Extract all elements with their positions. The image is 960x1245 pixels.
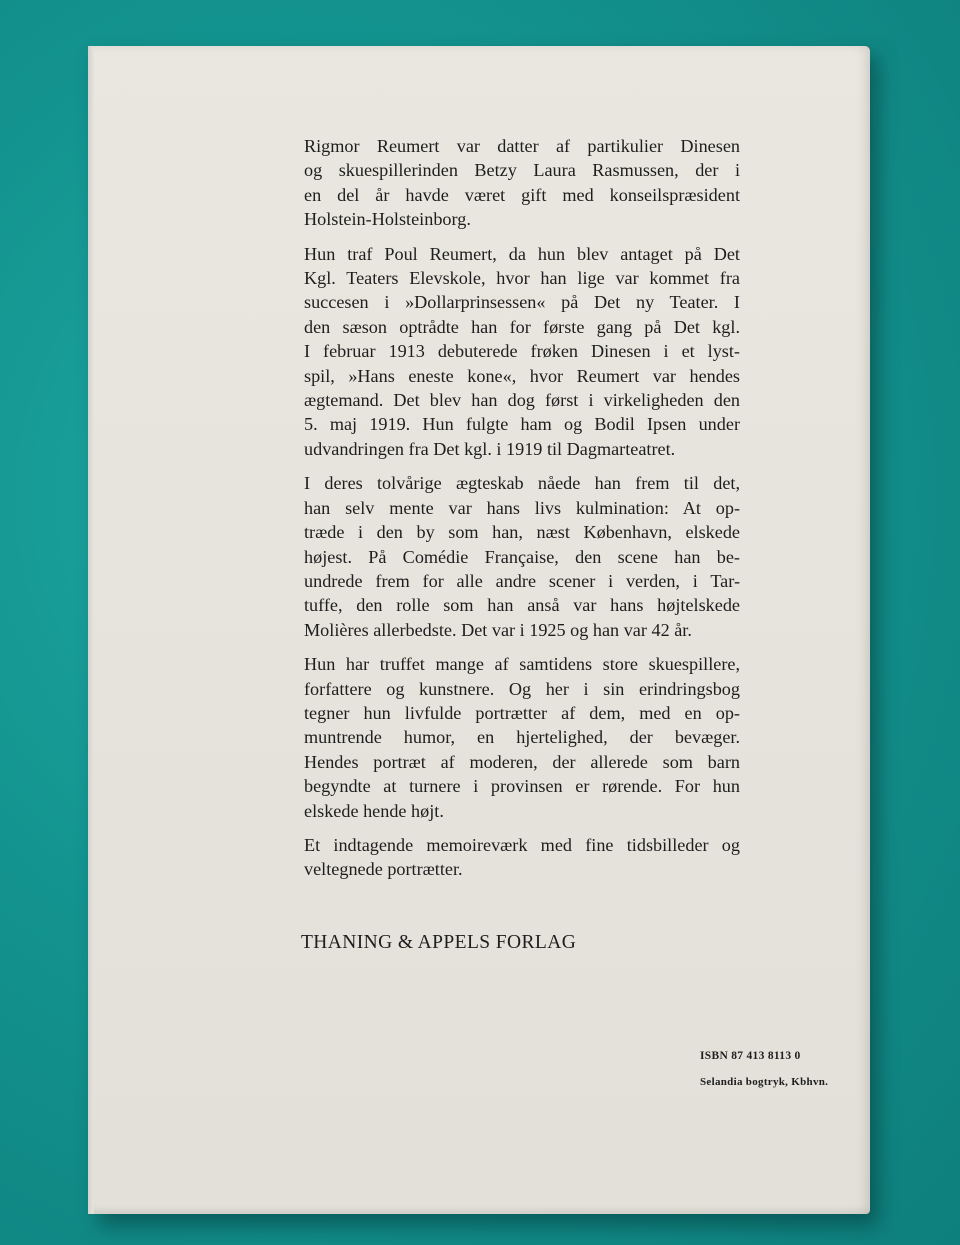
blurb-line: ægtemand. Det blev han dog først i virkeligheden den: [304, 390, 740, 411]
blurb-line: forfattere og kunstnere. Og her i sin erindringsbog: [304, 678, 740, 699]
publisher-name: THANING & APPELS FORLAG: [301, 932, 577, 953]
blurb-line: Hendes portræt af moderen, der allerede som barn: [304, 751, 740, 772]
blurb-line: veltegnede portrætter.: [304, 859, 463, 880]
blurb-line: I februar 1913 debuterede frøken Dinesen i et lyst-: [304, 341, 740, 362]
blurb-line: I deres tolvårige ægteskab nåede han frem til det,: [304, 473, 740, 494]
blurb-line: den sæson optrådte han for første gang på Det kgl.: [304, 316, 740, 337]
blurb-line: muntrende humor, en hjertelighed, der bevæger.: [304, 727, 740, 748]
book-spine-edge: [88, 46, 94, 1214]
blurb-line: Holstein-Holsteinborg.: [304, 209, 471, 230]
blurb-line: Hun traf Poul Reumert, da hun blev antaget på Det: [304, 243, 740, 264]
blurb-paragraph: [304, 471, 740, 642]
blurb-line: og skuespillerinden Betzy Laura Rasmussen, der i: [304, 160, 740, 181]
isbn-number: ISBN 87 413 8113 0: [700, 1050, 801, 1062]
blurb-paragraph: [304, 833, 740, 882]
blurb-paragraph: [304, 134, 740, 232]
blurb-line: elskede hende højt.: [304, 800, 444, 821]
blurb-line: begyndte at turnere i provinsen er rørende. For hun: [304, 776, 740, 797]
blurb-line: højest. På Comédie Française, den scene han be-: [304, 546, 740, 567]
blurb-line: 5. maj 1919. Hun fulgte ham og Bodil Ipsen under: [304, 414, 740, 435]
blurb-paragraph: [304, 242, 740, 462]
book-back-cover: [88, 46, 870, 1214]
blurb-line: Et indtagende memoireværk med fine tidsbilleder og: [304, 834, 740, 855]
blurb-line: Rigmor Reumert var datter af partikulier Dinesen: [304, 136, 740, 156]
blurb-paragraph: [304, 652, 740, 823]
blurb-line: spil, »Hans eneste kone«, hvor Reumert var hendes: [304, 365, 740, 386]
blurb-line: Hun har truffet mange af samtidens store skuespillere,: [304, 654, 740, 675]
printer-credit: Selandia bogtryk, Kbhvn.: [700, 1076, 829, 1088]
blurb-text: [304, 134, 740, 892]
blurb-line: tegner hun livfulde portrætter af dem, med en op-: [304, 702, 740, 723]
blurb-line: Molières allerbedste. Det var i 1925 og han var 42 år.: [304, 619, 692, 640]
blurb-line: Kgl. Teaters Elevskole, hvor han lige var kommet fra: [304, 268, 740, 289]
blurb-line: træde i den by som han, næst København, elskede: [304, 522, 740, 543]
blurb-line: udvandringen fra Det kgl. i 1919 til Dagmarteatret.: [304, 438, 676, 459]
blurb-line: succesen i »Dollarprinsessen« på Det ny Teater. I: [304, 292, 740, 313]
blurb-line: en del år havde været gift med konseilspræsident: [304, 184, 740, 205]
blurb-line: tuffe, den rolle som han anså var hans højtelskede: [304, 595, 740, 616]
blurb-line: undrede frem for alle andre scener i verden, i Tar-: [304, 570, 740, 591]
blurb-line: han selv mente var hans livs kulmination: At op-: [304, 497, 740, 518]
